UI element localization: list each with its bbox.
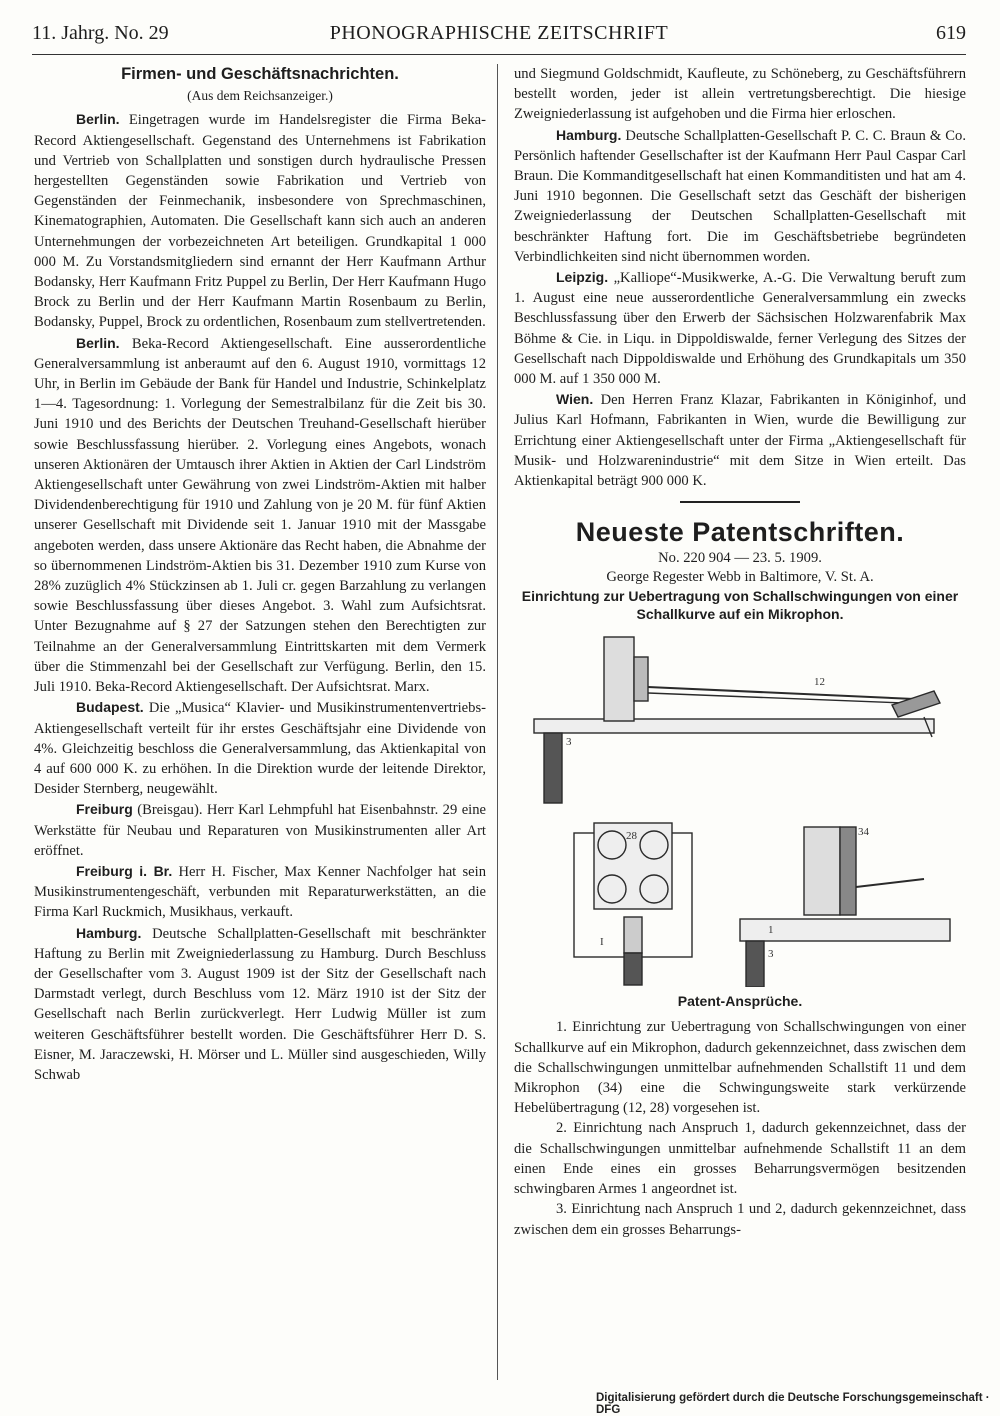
digitization-credit: Digitalisierung gefördert durch die Deutsche Forschungsgemeinschaft · DFG — [596, 1392, 990, 1416]
entry-location: Hamburg. — [76, 924, 142, 941]
clamp-block — [634, 657, 648, 701]
section-body — [804, 827, 840, 915]
news-entry — [514, 267, 966, 389]
entry-text: Herr H. Fischer, Max Kenner Nachfolger hat sein Musikinstrumentengeschäft, verbunden mit Reparaturwerkstätten, an die Firma Karl Ruckmich, Musikhaus, verkauft. — [34, 863, 486, 921]
entry-text: Deutsche Schallplatten-Gesellschaft mit beschränkter Haftung zu Berlin mit Zweigniederlassung zu Hamburg. Durch Beschluss der Gesellschafter vom 3. August 1909 ist der Sitz der Gesellschaft nach Darmstadt verlegt, durch Beschluss vom 12. März 1910 ist der Sitz der Gesellschaft nach Berlin zurückverlegt. Herr Ludwig Müller ist zum weiteren Geschäftsführer bestellt worden. Die Geschäftsführer Herr D. S. Eisner, M. Jaraczewski, H. Mörser und L. Müller sind ausgeschieden, Willy Schwab — [34, 925, 486, 1083]
section-plate — [840, 827, 856, 915]
support-post — [544, 733, 562, 803]
entry-location: Berlin. — [76, 334, 120, 351]
entry-location: Wien. — [556, 391, 594, 408]
entry-location: Berlin. — [76, 111, 120, 128]
label-mid: 1 — [768, 924, 774, 937]
patent-number: No. 220 904 — 23. 5. 1909. — [658, 550, 822, 567]
section-rule — [680, 501, 800, 503]
stylus-holder — [892, 691, 940, 717]
patent-holder: George Regester Webb in Baltimore, V. St. A. — [606, 569, 874, 586]
journal-title: PHONOGRAPHISCHE ZEITSCHRIFT — [329, 22, 669, 44]
news-entry — [34, 799, 486, 861]
label-arm: 12 — [814, 676, 825, 689]
microphone-housing — [604, 637, 634, 721]
figure-side-view — [534, 637, 940, 803]
entry-location: Leipzig. — [556, 269, 609, 286]
page-header — [32, 20, 966, 55]
entry-text: Die „Musica“ Klavier- und Musikinstrumentenvertriebs-Aktiengesellschaft verteilt für ihr erstes Geschäftsjahr eine Dividende von 4%. Gleichzeitig beschloss die Generalversammlung, das Aktienkapital von 4 auf 600 000 K. zu erhöhen. In die Direktion wurde der leitende Direktor, Desider Sternberg, neugewählt. — [34, 700, 486, 798]
news-entry — [34, 333, 486, 698]
news-entry — [34, 109, 486, 332]
claim-item: 2. Einrichtung nach Anspruch 1, dadurch gekennzeichnet, dass der die Schallschwingungen unmittelbar aufnehmende Schallstift 11 an dem einen Ende eines ein grosses Beharrungsvermögen besitzenden schwingbaren Armes 1 angeordnet ist. — [514, 1120, 966, 1198]
entry-location: Freiburg i. Br. — [76, 862, 173, 879]
news-entry — [34, 923, 486, 1086]
patent-heading: Neueste Patentschriften. — [575, 517, 905, 548]
patent-title: Einrichtung zur Uebertragung von Schallschwingungen von einer Schallkurve auf ein Mikrophon. — [521, 588, 959, 623]
entry-text: Eingetragen wurde im Handelsregister die Firma Beka-Record Aktiengesellschaft. Gegenstand des Unternehmens ist Fabrikation und Vertrieb von Schallplatten und sonstigen durch hydraulische Pressen hergestellten Gegenständen sowie Fabrikation und Vertrieb von Gegenständen der Feinmechanik, insbesondere von Sprechmaschinen, Kinematographien, Automaten. Die Gesellschaft kann sich auch an anderen Unternehmungen der vorbezeichneten Art beteiligen. Grundkapital 1 000 000 M. Zu Vorstandsmitgliedern sind ernannt der Herr Kaufmann Arthur Bodansky, Herr Kaufmann Fritz Puppel zu Berlin, Der Herr Kaufmann Hugo Brock zu Berlin und der Herr Kaufmann Martin Rosenbaum zu Berlin, Bodansky, Puppel, Brock zu ordentlichen, Rosenbaum zum stellvertretenden. — [34, 112, 486, 331]
entry-text: Deutsche Schallplatten-Gesellschaft P. C. C. Braun & Co. Persönlich haftender Gesellschafter ist der Kaufmann Herr Paul Caspar Carl Braun. Die Kommanditgesellschaft hat einen Kommanditisten und hat am 4. Juni 1910 begonnen. Die Gesellschaft setzt das Geschäft der bisherigen Zweigniederlassung der Deutschen Schallplatten-Gesellschaft mit beschränkter Haftung fort. Die im Geschäftsbetriebe begründeten Verbindlichkeiten sind nicht übernommen worden. — [514, 127, 966, 265]
claim-item: 1. Einrichtung zur Uebertragung von Schallschwingungen von einer Schallkurve auf ein Mikrophon, dadurch gekennzeichnet, dass zwischen dem die Schallschwingungen unmittelbar aufnehmenden Schallstift 11 und dem Mikrophon (34) eine die Schwingungsweite stark verkürzende Hebelübertragung (12, 28) vorgesehen ist. — [514, 1019, 966, 1117]
entry-text: Beka-Record Aktiengesellschaft. Eine ausserordentliche Generalversammlung ist anberaumt auf den 6. August 1910, vormittags 12 Uhr, in Berlin im Gebäude der Bank für Handel und Industrie, Schinkelplatz 1—4. Tagesordnung: 1. Vorlegung der Semestralbilanz für die Zeit bis 30. Juni 1910 und des Berichts der Deutschen Treuhand-Gesellschaft hierüber sowie Beschlussfassung hierüber. 2. Vorlegung eines Angebots, wonach unseren Aktionären der Umtausch ihrer Aktien in Aktien der Carl Lindström Aktiengesellschaft unter Gewährung von zwei Lindström-Aktien mit halber Dividendenberechtigung für 1910 und Zahlung von je 20 M. für fünf Aktien unserer Gesellschaft mit Dividende seit 1. Januar 1910 mit der Massgabe angeboten werden, dass unsere Aktionäre das Recht haben, die Abnahme der so übernommenen Lindström-Aktien bis 31. Dezember 1910 zum Kurse von 28% zuzüglich 4% Stückzinsen ab 1. Juli cr. gegen Barzahlung zu verlangen sowie Beschlussfassung über dieses Angebot. 3. Wahl zum Aufsichtsrat. Unter Bezugnahme auf § 27 der Satzungen stehen den Berechtigten zur Teilnahme an der Generalversammlung Eintrittskarten mit dem Vermerk über die Stimmenzahl bei der Gesellschaft zur Verfügung. Berlin, den 15. Juli 1910. Beka-Record Aktiengesellschaft. Der Aufsichtsrat. Marx. — [34, 335, 486, 696]
volume-number: 11. Jahrg. No. 29 — [32, 22, 169, 44]
label-base: 3 — [566, 736, 572, 749]
patent-drawing-svg — [514, 627, 966, 987]
news-entry — [514, 389, 966, 491]
lower-rod — [624, 953, 642, 985]
entry-text: (Breisgau). Herr Karl Lehmpfuhl hat Eisenbahnstr. 29 eine Werkstätte für Neubau und Reparaturen von Musikinstrumenten aller Art eröffnet. — [34, 802, 486, 859]
page-number: 619 — [936, 22, 966, 44]
label-top: 34 — [858, 826, 869, 839]
section-post — [746, 941, 764, 987]
figure-cross-section — [740, 827, 950, 987]
right-column — [514, 64, 966, 1240]
news-entry — [34, 697, 486, 799]
news-entry — [514, 125, 966, 267]
figure-front-view — [574, 823, 692, 985]
news-entry — [34, 861, 486, 923]
section-title: Firmen- und Geschäftsnachrichten. — [121, 65, 399, 83]
continued-text: und Siegmund Goldschmidt, Kaufleute, zu Schöneberg, zu Geschäftsführern bestellt worden, jeder ist allein vertretungsberechtigt. Die hiesige Zweigniederlassung ist aufgehoben und die Firma hier erloschen. — [514, 66, 966, 123]
lever-arm — [648, 687, 914, 699]
section-arm — [856, 879, 924, 887]
patent-drawing — [514, 627, 966, 987]
claims-heading: Patent-Ansprüche. — [677, 993, 803, 1010]
lever-arm-lower — [648, 693, 904, 703]
label-left: I — [600, 936, 604, 949]
entry-location: Budapest. — [76, 699, 144, 716]
source-note: (Aus dem Reichsanzeiger.) — [187, 88, 333, 104]
left-column — [34, 64, 486, 1085]
column-divider — [497, 64, 498, 1380]
label-center: 28 — [626, 830, 637, 843]
base-plate — [534, 719, 934, 733]
entry-location: Hamburg. — [556, 126, 622, 143]
label-low: 3 — [768, 948, 774, 961]
center-spindle — [624, 917, 642, 953]
claim-item: 3. Einrichtung nach Anspruch 1 und 2, dadurch gekennzeichnet, dass zwischen dem ein grosses Beharrungs- — [514, 1201, 966, 1238]
entry-text: Den Herren Franz Klazar, Fabrikanten in Königinhof, und Julius Karl Hofmann, Fabrikanten in Wien, wurde die Bewilligung zur Errichtung einer Aktiengesellschaft unter der Firma „Aktiengesellschaft für Musik- und Holzwarenindustrie“ mit dem Sitze in Wien erteilt. Das Aktienkapital beträgt 900 000 K. — [514, 392, 966, 490]
entry-location: Freiburg — [76, 801, 133, 818]
entry-text: „Kalliope“-Musikwerke, A.-G. Die Verwaltung beruft zum 1. August eine neue ausserordentliche Generalversammlung ein zwecks Beschlussfassung über den Erwerb der Sächsischen Holzwarenfabrik Max Böhme & Cie. in Liqu. in Dippoldiswalde, ferner Verlegung des Sitzes der Gesellschaft nach Dippoldiswalde und Erhöhung des Grundkapitals um 350 000 M. auf 1 350 000 M. — [514, 270, 966, 388]
